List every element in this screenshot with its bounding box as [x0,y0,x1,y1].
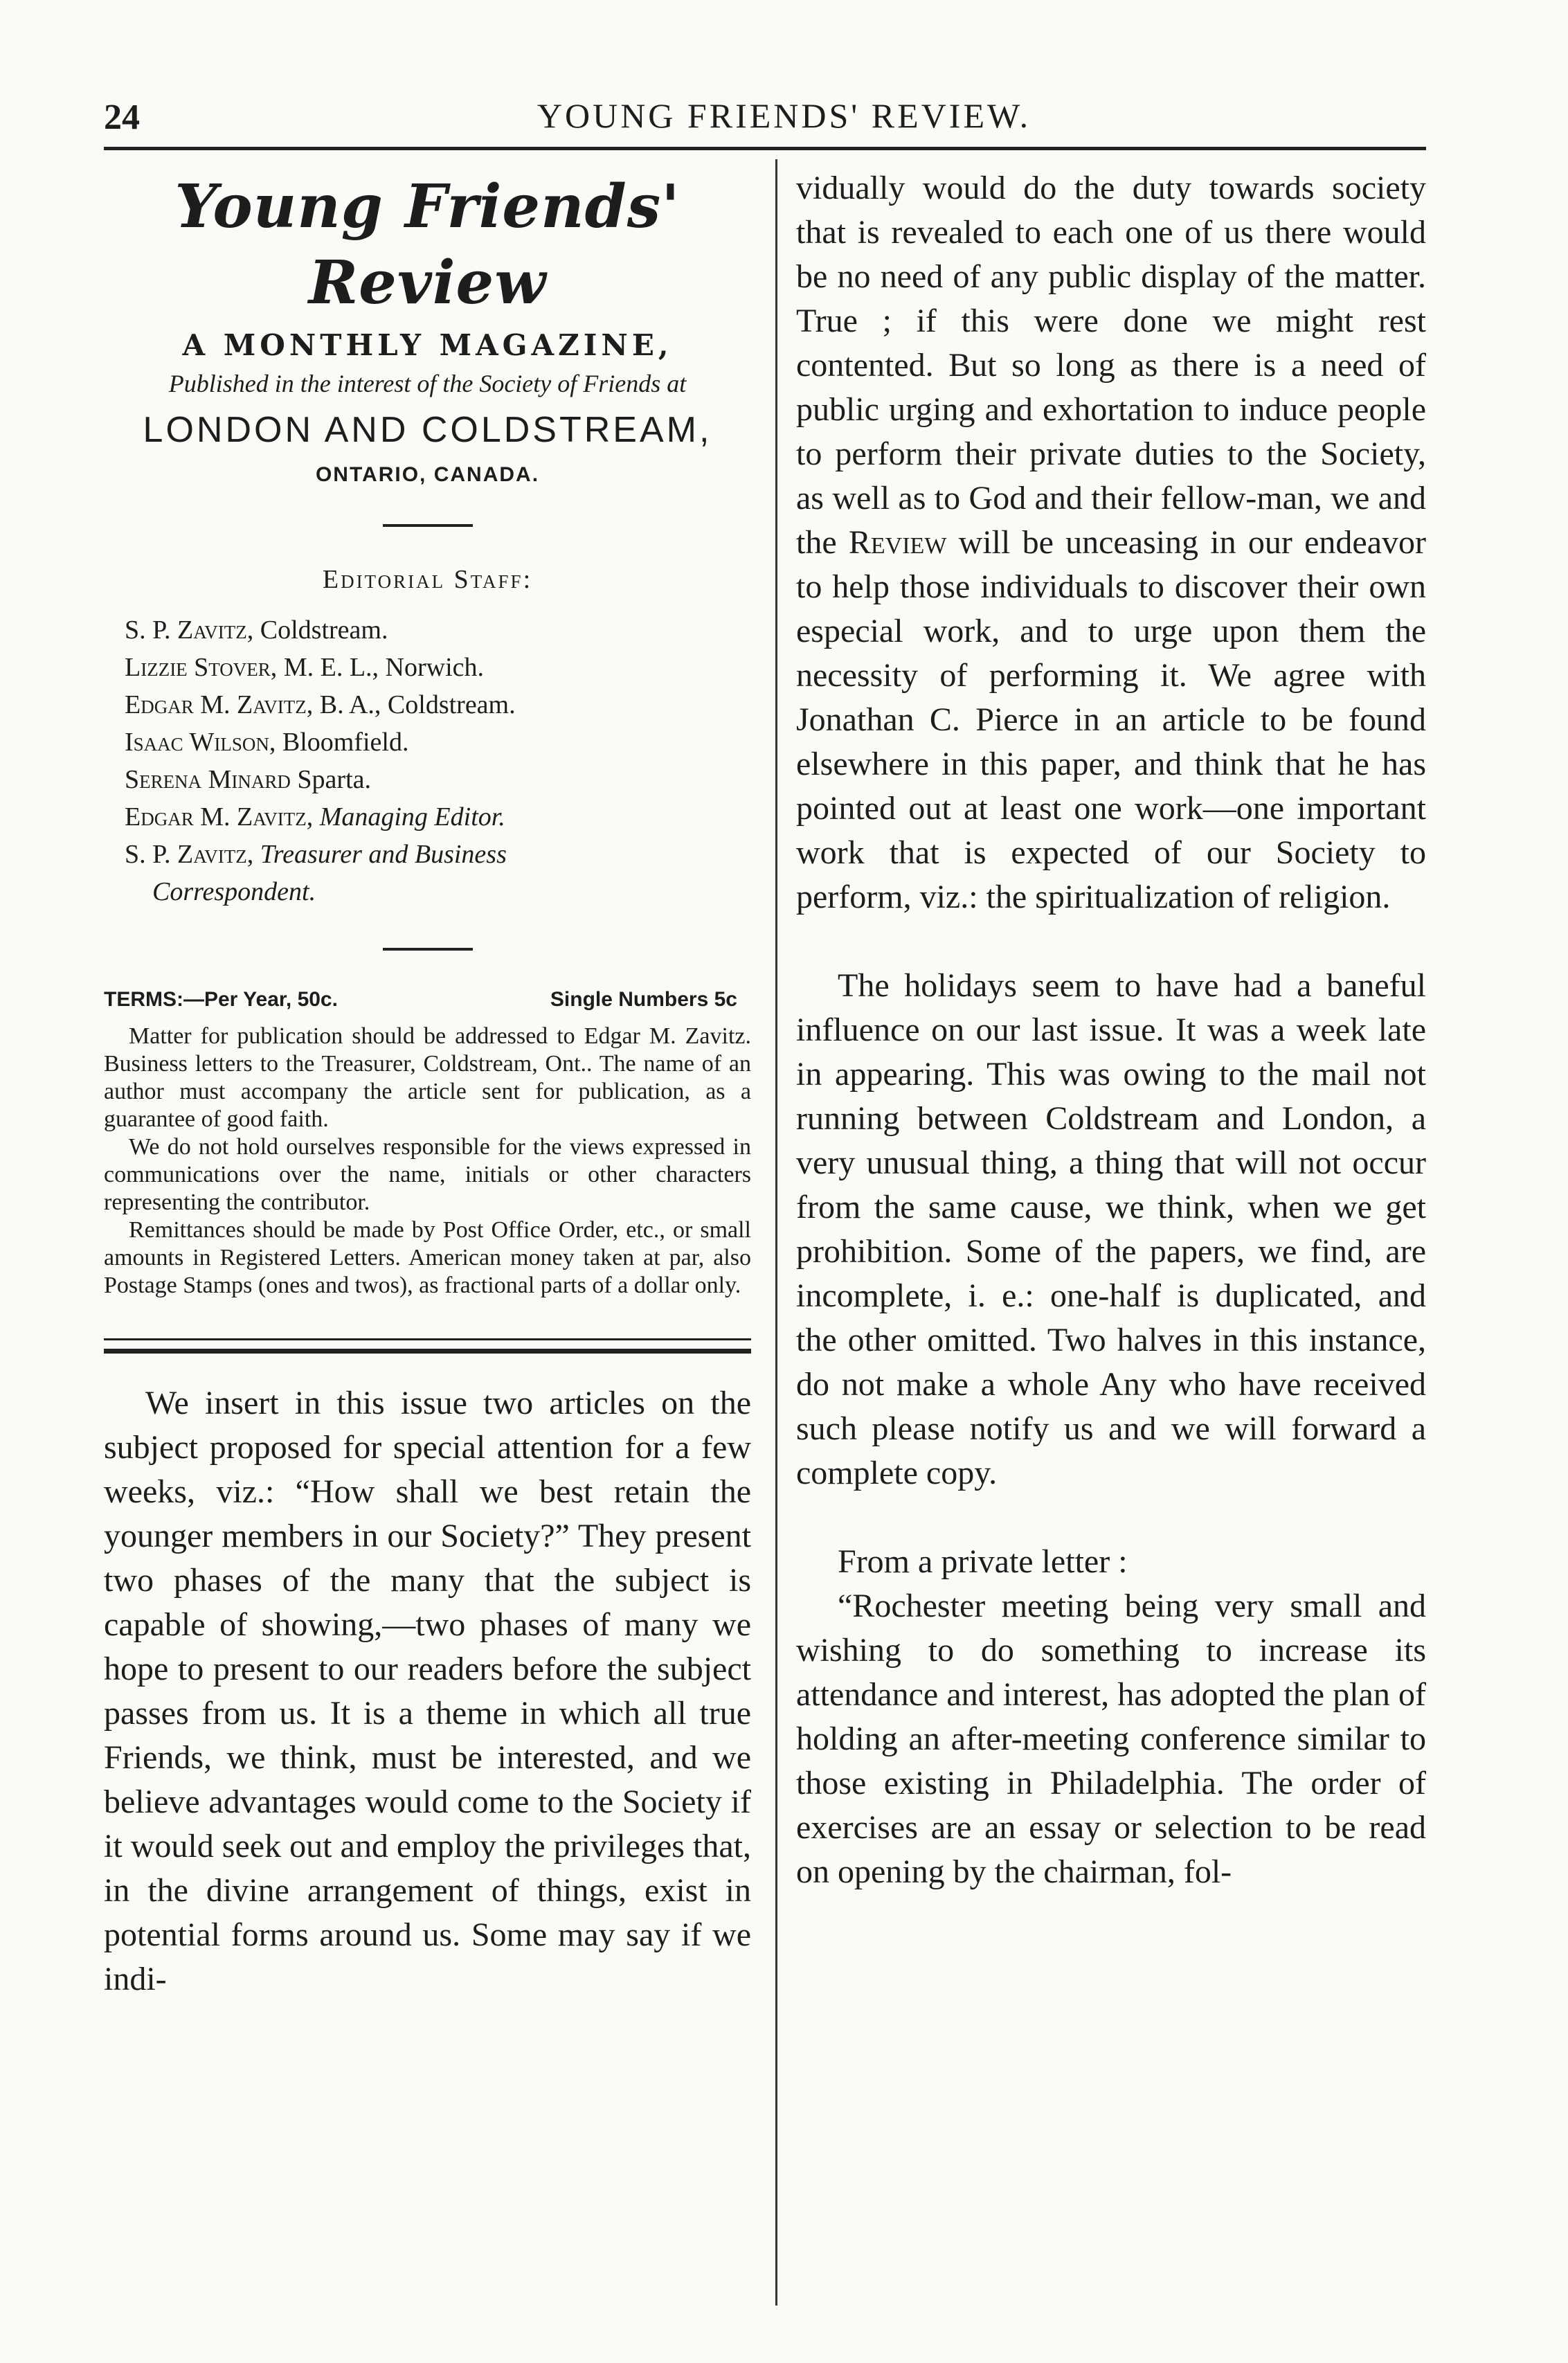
page-number: 24 [104,98,140,137]
notice-paragraph: We do not hold ourselves responsible for the views expressed in communications over the name, initials or other characters representing the contributor. [104,1134,751,1215]
terms-per-year: TERMS:—Per Year, 50c. [104,988,338,1011]
staff-treasurer: S. P. Zavitz, Treasurer and Business [125,840,507,869]
editorial-staff-heading: Editorial Staff: [322,565,533,594]
double-rule [104,1338,751,1354]
short-rule-2 [383,948,473,951]
terms-single-number: Single Numbers 5c [550,988,737,1011]
masthead-country: ONTARIO, CANADA. [315,463,540,486]
staff-member: S. P. Zavitz, Coldstream. [125,616,388,645]
masthead-title: Young Friends' Review [174,172,681,318]
masthead-published-line: Published in the interest of the Society of Friends at [168,370,687,397]
column-divider [775,159,777,2306]
publication-notice [104,1023,751,1300]
editorial-article: We insert in this issue two articles on the subject proposed for special attention for a few weeks, viz.: “How shall we best retain the younger members in our Society?” They present two phases of the many that the subject is capable of showing,—two phases of many we hope to present to our readers before the subject passes from us. It is a theme in which all true Friends, we think, must be interested, and we believe advantages would come to the Society if it would seek out and employ the privileges that, in the divine arrangement of things, exist in potential forms around us. Some may say if we indi- [104,1385,751,1997]
private-letter-quote: “Rochester meeting being very small and wishing to do something to increase its attendance and interest, has adopted the plan of holding an after-meeting conference similar to those existing in Philadelphia. The order of exercises are an essay or selection to be read on opening by the chairman, fol- [796,1588,1426,1890]
staff-member: Lizzie Stover, M. E. L., Norwich. [125,653,484,682]
header-rule [104,147,1426,150]
short-rule [383,524,473,527]
left-column [104,166,751,2002]
staff-member: Edgar M. Zavitz, B. A., Coldstream. [125,690,516,719]
right-column [796,166,1426,1894]
staff-member: Serena Minard Sparta. [125,765,371,794]
running-title: YOUNG FRIENDS' REVIEW. [537,96,1031,135]
staff-managing-editor: Edgar M. Zavitz, Managing Editor. [125,802,505,832]
staff-member: Isaac Wilson, Bloomfield. [125,728,409,757]
masthead-city: LONDON AND COLDSTREAM, [143,410,712,450]
editorial-paragraph-continued: vidually would do the duty towards society that is revealed to each one of us there would be no need of any public display of the matter. True ; if this were done we might rest contented. But so long as there is a need of public urging and exhortation to induce people to perform their private duties to the Society, as well as to God and their fellow-man, we and the Review will be unceasing in our endeavor to help those individuals to discover their own especial work, and to urge upon them the necessity of performing it. We agree with Jonathan C. Pierce in an article to be found elsewhere in this paper, and think that he has pointed out at least one work—one important work that is expected of our Society to perform, viz.: the spiritualization of religion. [796,170,1427,915]
masthead-subtitle: A MONTHLY MAGAZINE, [182,328,673,362]
private-letter-intro: From a private letter : [838,1543,1128,1580]
editorial-staff-list [104,611,751,910]
terms-line [104,988,751,1012]
notice-paragraph: Remittances should be made by Post Office Order, etc., or small amounts in Registered Letters. American money taken at par, also Postage Stamps (ones and twos), as fractional parts of a dollar only. [104,1217,751,1298]
notice-paragraph: Matter for publication should be addressed to Edgar M. Zavitz. Business letters to the Treasurer, Coldstream, Ont.. The name of an author must accompany the article sent for publication, as a guarantee of good faith. [104,1023,751,1132]
holidays-paragraph: The holidays seem to have had a baneful influence on our last issue. It was a week late in appearing. This was owing to the mail not running between Coldstream and London, a very unusual thing, a thing that will not occur from the same cause, we think, when we get prohibition. Some of the papers, we find, are incomplete, i. e.: one-half is duplicated, and the other omitted. Two halves in this instance, do not make a whole Any who have received such please notify us and we will forward a complete copy. [796,967,1426,1491]
staff-treasurer-role-cont: Correspondent. [152,877,316,906]
